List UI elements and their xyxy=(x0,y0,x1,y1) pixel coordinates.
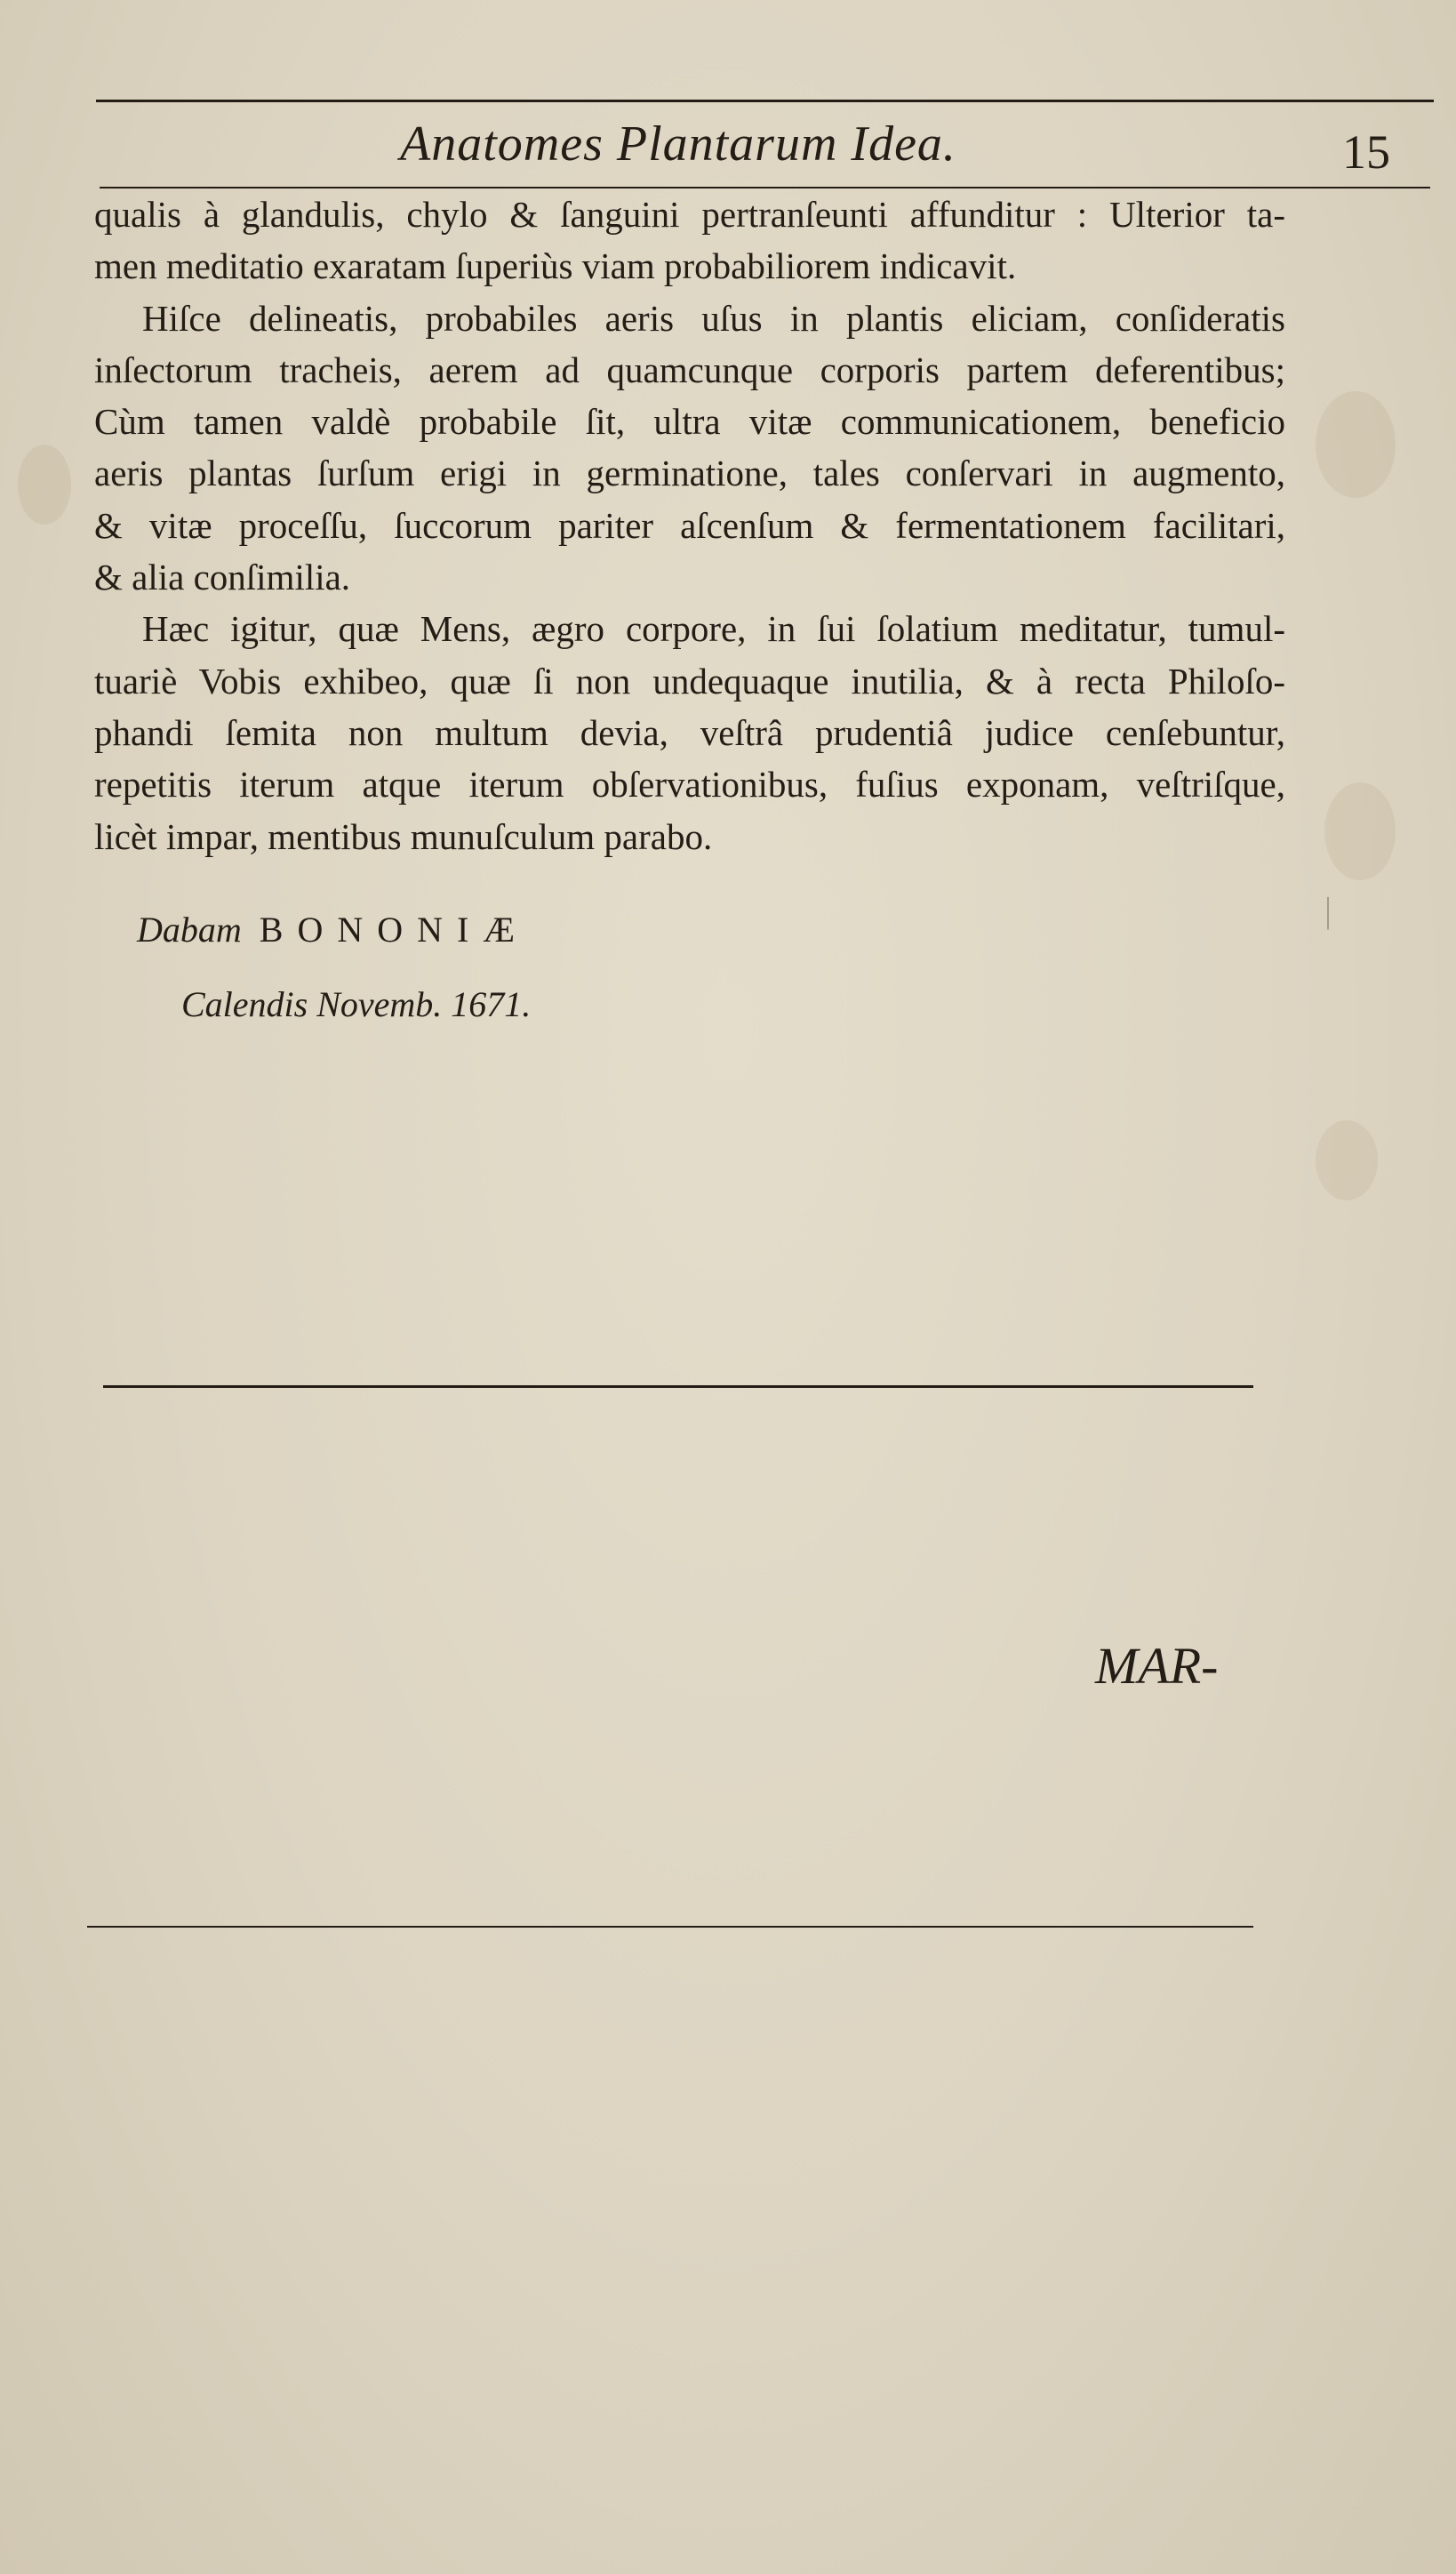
text-line: qualis à glandulis, chylo & ſanguini pertranſeunti affunditur : Ulterior ta- xyxy=(94,194,1285,235)
page-number: 15 xyxy=(1342,125,1390,179)
signoff-place-line xyxy=(137,909,529,950)
bottom-rule xyxy=(87,1926,1253,1928)
text-line: & vitæ proceſſu, ſuccorum pariter aſcenſum & fermentationem facilitari, xyxy=(94,504,1285,546)
paper-stain xyxy=(1316,391,1396,498)
text-line: Hiſce delineatis, probabiles aeris uſus in plantis eliciam, conſideratis xyxy=(142,297,1285,339)
signoff-place: BONONIÆ xyxy=(259,910,529,950)
catchword: MAR- xyxy=(1095,1637,1219,1695)
header-top-rule xyxy=(96,100,1434,102)
text-line: repetitis iterum atque iterum obſervationibus, fuſius exponam, veſtriſque, xyxy=(94,764,1285,806)
text-line: aeris plantas ſurſum erigi in germinatione, tales conſervari in augmento, xyxy=(94,453,1285,494)
text-line: & alia conſimilia. xyxy=(94,557,351,598)
text-line: licèt impar, mentibus munuſculum parabo. xyxy=(94,815,713,857)
text-line: Cùm tamen valdè probabile ſit, ultra vitæ communicationem, beneficio xyxy=(94,401,1285,443)
paper-stain xyxy=(1324,782,1396,880)
margin-mark: | xyxy=(1324,890,1332,930)
running-title: Anatomes Plantarum Idea. xyxy=(400,116,956,172)
text-line: tuariè Vobis exhibeo, quæ ſi non undequaque inutilia, & à recta Philoſo- xyxy=(94,660,1285,702)
paper-stain xyxy=(18,445,71,525)
text-line: Hæc igitur, quæ Mens, ægro corpore, in ſui ſolatium meditatur, tumul- xyxy=(142,608,1285,650)
section-divider-rule xyxy=(103,1385,1253,1388)
body-text xyxy=(94,188,1285,862)
text-line: men meditatio exaratam ſuperiùs viam probabiliorem indicavit. xyxy=(94,245,1017,287)
text-line: inſectorum tracheis, aerem ad quamcunque corporis partem deferentibus; xyxy=(94,349,1285,390)
text-line: phandi ſemita non multum devia, veſtrâ prudentiâ judice cenſebuntur, xyxy=(94,711,1285,753)
paper-stain xyxy=(1316,1120,1378,1200)
signoff-dabam: Dabam xyxy=(137,910,242,950)
signoff-date: Calendis Novemb. 1671. xyxy=(181,984,532,1024)
